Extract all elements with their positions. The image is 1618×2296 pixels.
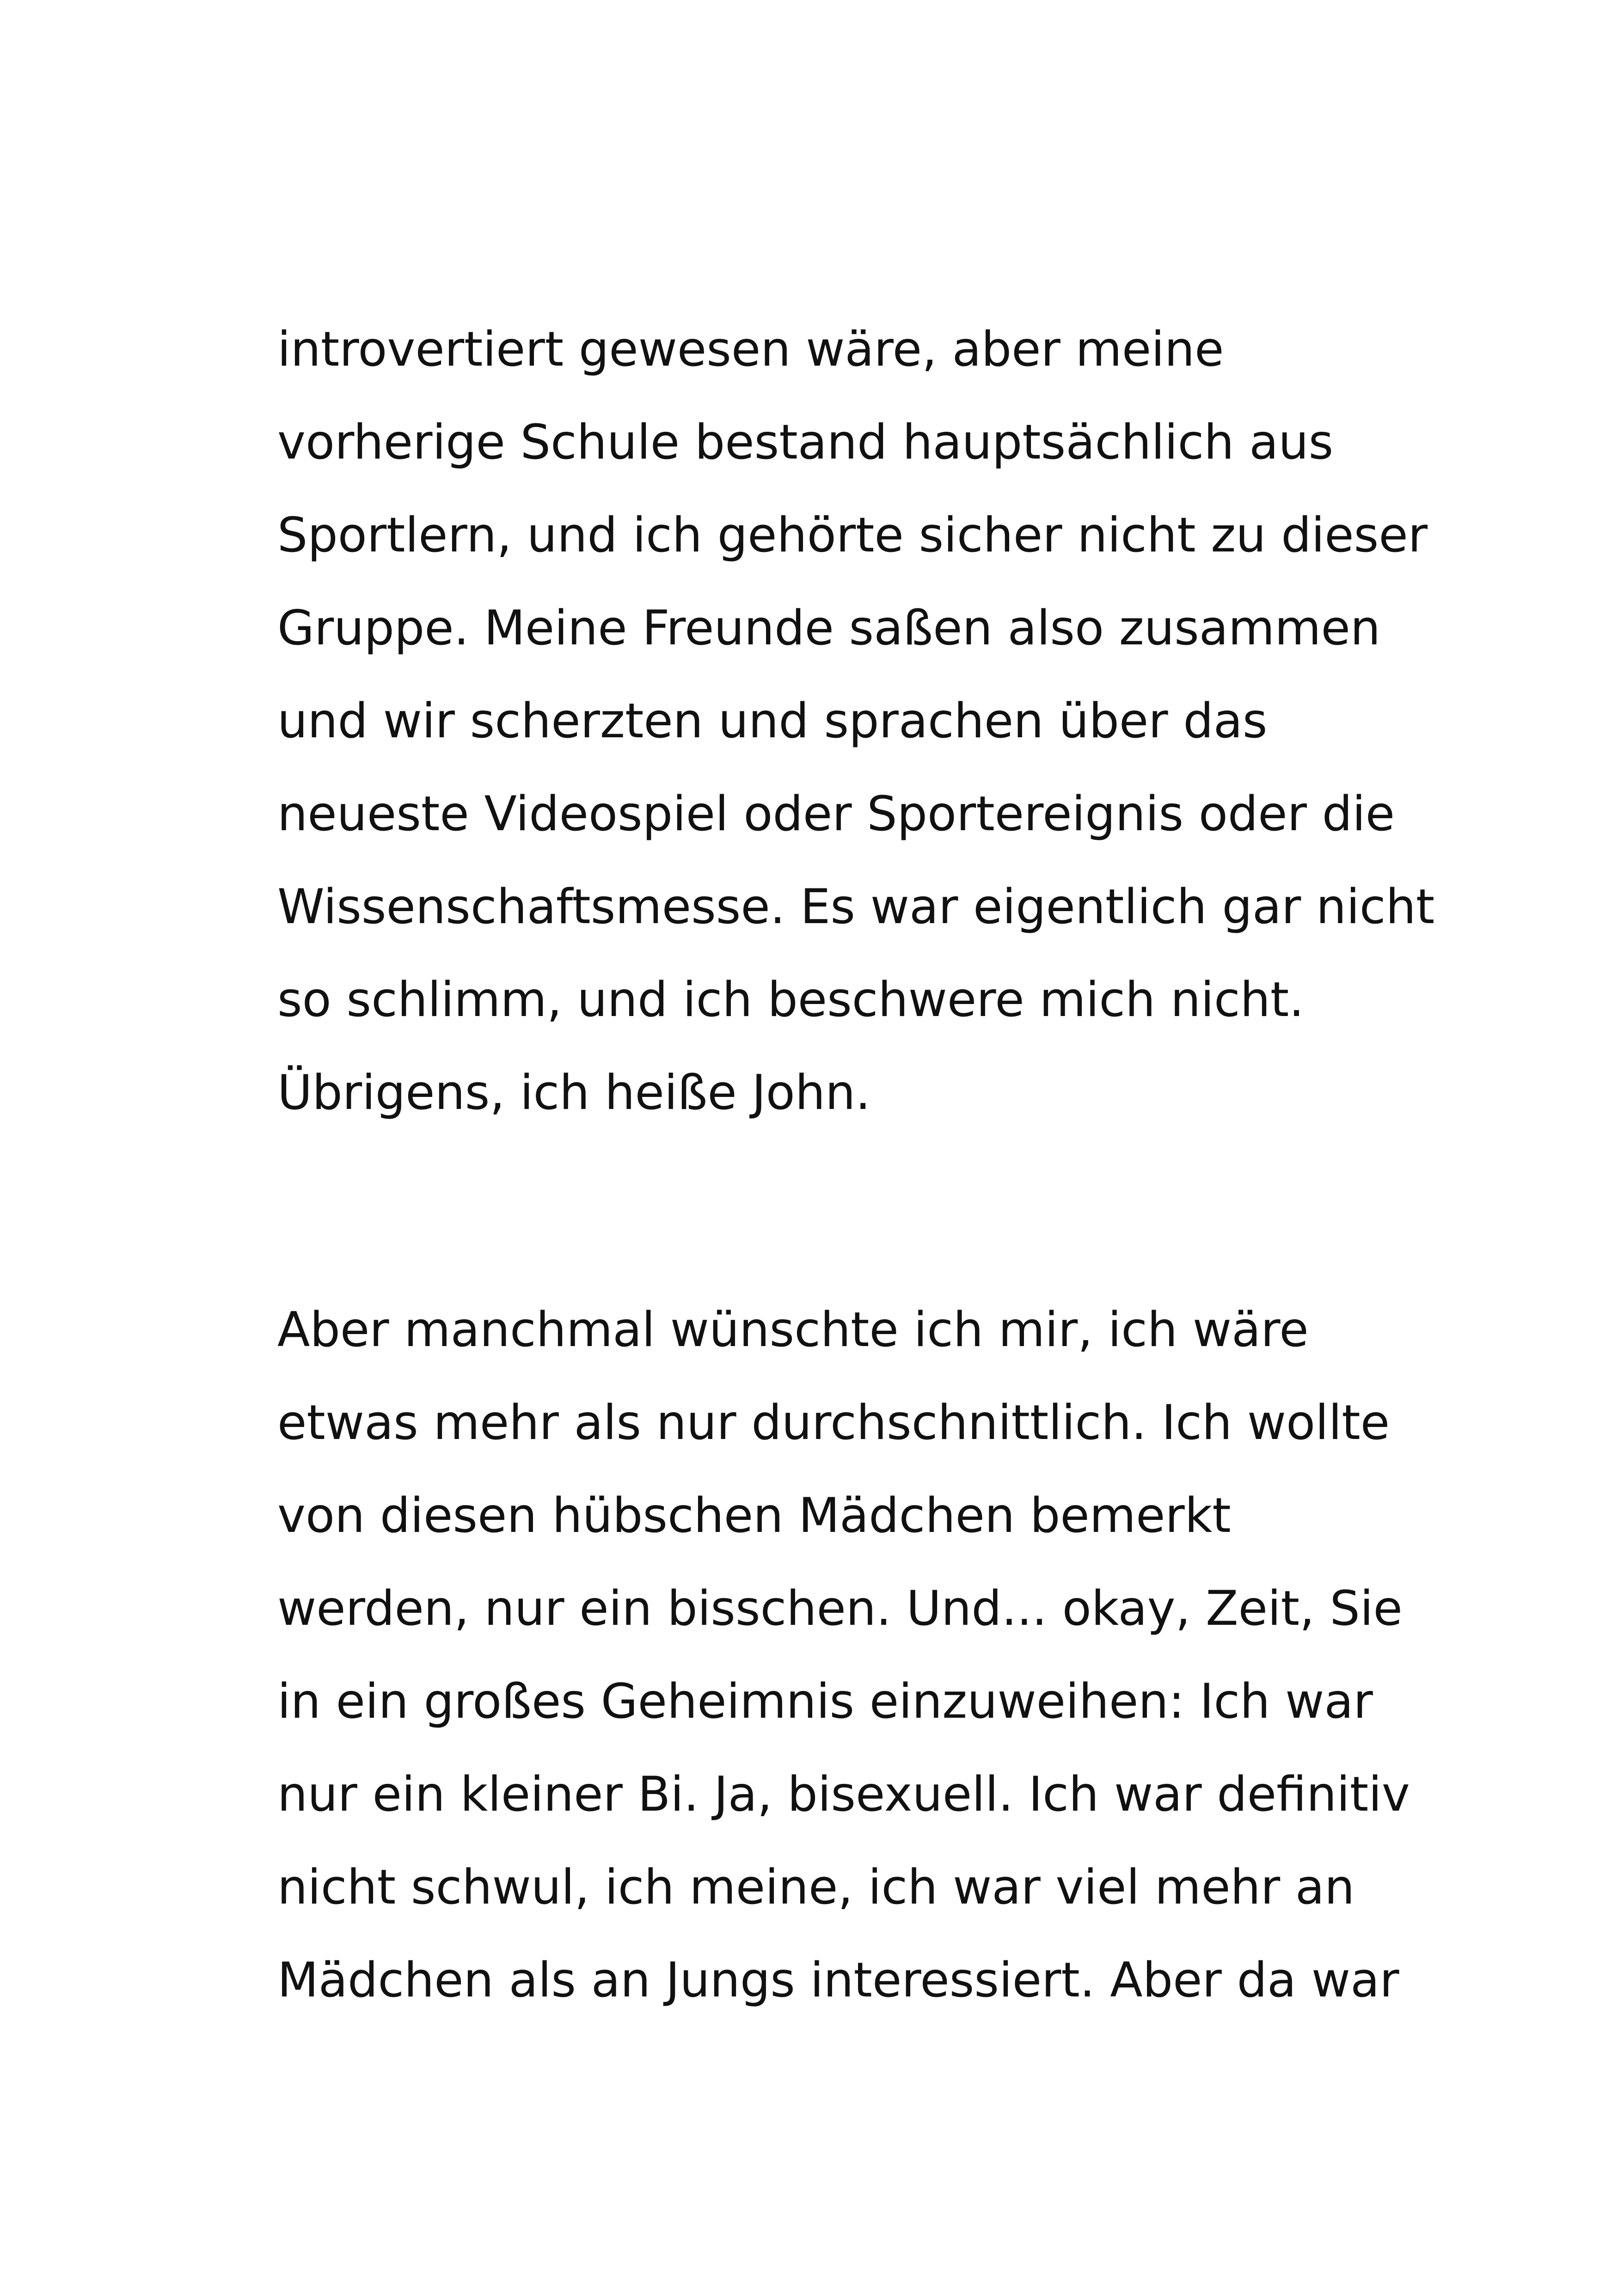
text-line: neueste Videospiel oder Sportereignis oder die <box>277 786 1395 842</box>
text-line: nur ein kleiner Bi. Ja, bisexuell. Ich war definitiv <box>277 1767 1410 1822</box>
text-line: nicht schwul, ich meine, ich war viel mehr an <box>277 1860 1355 1915</box>
paragraph-1 <box>277 303 1618 1139</box>
text-line: etwas mehr als nur durchschnittlich. Ich wollte <box>277 1395 1390 1451</box>
text-line: von diesen hübschen Mädchen bemerkt <box>277 1488 1231 1543</box>
text-line: so schlimm, und ich beschwere mich nicht. <box>277 972 1304 1028</box>
text-line: Übrigens, ich heiße John. <box>277 1065 871 1120</box>
text-line: Aber manchmal wünschte ich mir, ich wäre <box>277 1302 1309 1358</box>
text-line: Mädchen als an Jungs interessiert. Aber da war <box>277 1953 1399 2008</box>
text-line: introvertiert gewesen wäre, aber meine <box>277 322 1224 377</box>
text-line: Gruppe. Meine Freunde saßen also zusammen <box>277 600 1381 656</box>
text-line: und wir scherzten und sprachen über das <box>277 693 1268 749</box>
text-line: werden, nur ein bisschen. Und... okay, Zeit, Sie <box>277 1581 1403 1636</box>
text-line: Sportlern, und ich gehörte sicher nicht zu dieser <box>277 508 1428 563</box>
text-line: in ein großes Geheimnis einzuweihen: Ich war <box>277 1674 1373 1729</box>
text-line: vorherige Schule bestand hauptsächlich aus <box>277 415 1334 470</box>
text-line: Wissenschaftsmesse. Es war eigentlich gar nicht <box>277 879 1435 935</box>
paragraph-2 <box>277 1284 1618 2027</box>
